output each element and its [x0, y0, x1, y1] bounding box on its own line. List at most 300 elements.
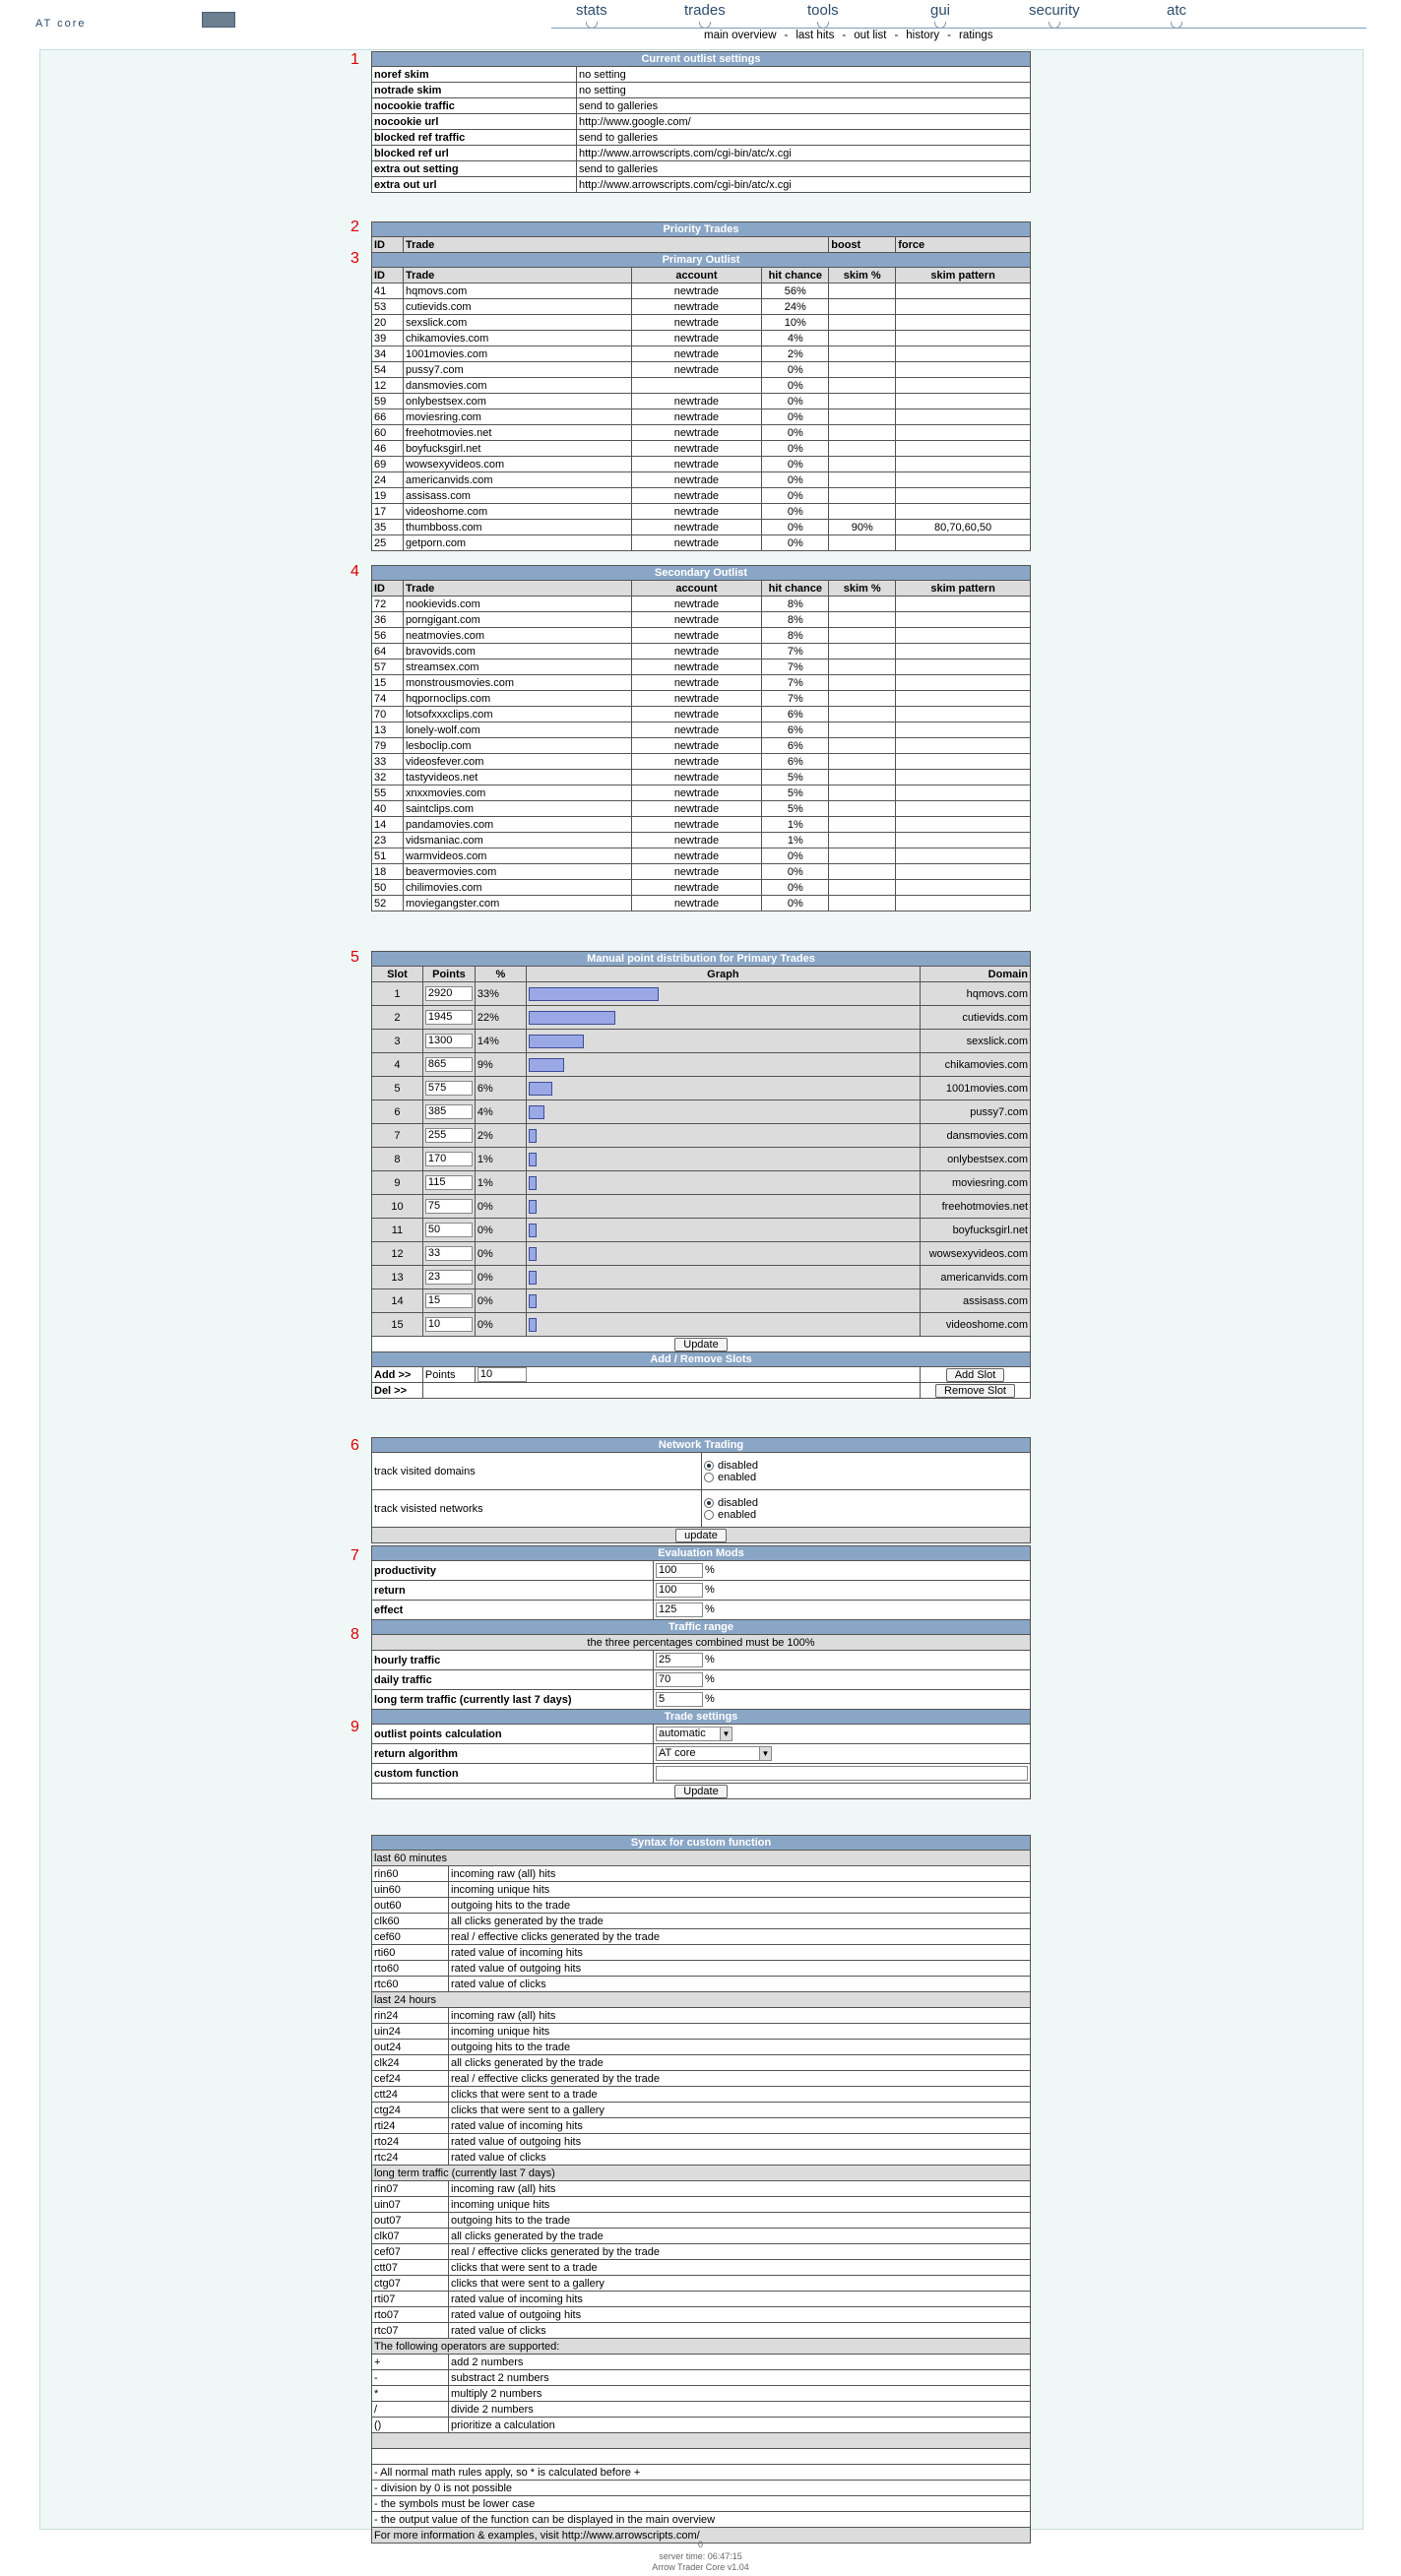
trade-settings-update-cell — [372, 1784, 1031, 1799]
radio-label: enabled — [718, 1471, 757, 1483]
trade-skim-pattern — [896, 660, 1031, 675]
traffic-row-1-label: daily traffic — [372, 1670, 654, 1690]
syntax-group-head: last 60 minutes — [372, 1851, 1031, 1866]
percent-value: 22% — [475, 1006, 526, 1030]
trade-name[interactable]: videosfever.com — [403, 754, 631, 770]
syntax-desc: clicks that were sent to a trade — [449, 2260, 1031, 2276]
traffic-row-0-label: hourly traffic — [372, 1651, 654, 1670]
trade-name[interactable]: sexslick.com — [403, 315, 631, 331]
trade-name[interactable]: americanvids.com — [403, 472, 631, 488]
trade-name[interactable]: hqmovs.com — [403, 283, 631, 299]
syntax-symbol: rtc24 — [372, 2150, 449, 2166]
points-input[interactable]: 15 — [425, 1293, 473, 1308]
subnav-out-list[interactable]: out list — [854, 30, 887, 41]
trade-skim — [829, 738, 896, 754]
manual-row — [372, 1266, 1031, 1289]
return-algorithm-select[interactable] — [656, 1746, 772, 1761]
syntax-symbol: rti24 — [372, 2118, 449, 2134]
radio-disabled[interactable] — [704, 1498, 714, 1508]
network-update-cell — [372, 1528, 1031, 1543]
trade-name[interactable]: cutievids.com — [403, 299, 631, 315]
manual-update-row — [372, 1337, 1031, 1352]
table-row — [372, 675, 1031, 691]
syntax-symbol: + — [372, 2355, 449, 2370]
section-number: 4 — [350, 563, 359, 580]
trade-name[interactable]: vidsmaniac.com — [403, 833, 631, 848]
table-row — [372, 488, 1031, 504]
network-row — [372, 1490, 1031, 1528]
trade-account: newtrade — [631, 754, 762, 770]
trade-name[interactable]: xnxxmovies.com — [403, 785, 631, 801]
trade-name[interactable]: chikamovies.com — [403, 331, 631, 346]
trade-setting-row — [372, 1744, 1031, 1764]
syntax-desc: multiply 2 numbers — [449, 2386, 1031, 2402]
primary-header-row — [372, 268, 1031, 283]
trade-name[interactable]: chilimovies.com — [403, 880, 631, 896]
syntax-symbol: cef60 — [372, 1929, 449, 1945]
section-number: 1 — [350, 51, 359, 68]
add-points-cell — [475, 1367, 920, 1383]
primary-col-header: skim pattern — [896, 268, 1031, 283]
syntax-note-row — [372, 2496, 1031, 2512]
manual-row — [372, 1077, 1031, 1100]
outlist-value: send to galleries — [577, 161, 1031, 177]
trade-hit-chance: 0% — [762, 535, 829, 551]
syntax-row — [372, 2024, 1031, 2040]
trade-hit-chance: 7% — [762, 675, 829, 691]
trade-skim — [829, 707, 896, 723]
evaluation-productivity-label: productivity — [372, 1561, 654, 1581]
syntax-symbol: rin07 — [372, 2181, 449, 2197]
trade-skim — [829, 425, 896, 441]
trade-hit-chance: 0% — [762, 378, 829, 394]
points-cell — [422, 1219, 475, 1242]
trade-id: 55 — [372, 785, 404, 801]
syntax-row — [372, 1961, 1031, 1977]
trade-name[interactable]: pussy7.com — [403, 362, 631, 378]
percent-value: 0% — [475, 1266, 526, 1289]
radio-disabled[interactable] — [704, 1461, 714, 1471]
trade-name[interactable]: porngigant.com — [403, 612, 631, 628]
nav-tab-security[interactable]: security — [1029, 2, 1080, 19]
trade-name[interactable]: neatmovies.com — [403, 628, 631, 644]
slot-number: 9 — [372, 1171, 423, 1195]
syntax-spacer — [372, 2433, 1031, 2449]
points-input[interactable]: 2920 — [425, 986, 473, 1001]
trade-id: 13 — [372, 723, 404, 738]
nav-tab-tools[interactable]: tools — [807, 2, 839, 19]
network-update-button[interactable]: update — [675, 1529, 727, 1542]
trade-name[interactable]: getporn.com — [403, 535, 631, 551]
table-row — [372, 331, 1031, 346]
traffic-note-row — [372, 1635, 1031, 1651]
primary-title: Primary Outlist — [372, 253, 1031, 268]
trade-name[interactable]: hqpornoclips.com — [403, 691, 631, 707]
outlist-label: extra out url — [372, 177, 577, 193]
percent-value: 0% — [475, 1289, 526, 1313]
graph-bar — [529, 1271, 537, 1285]
trade-account: newtrade — [631, 409, 762, 425]
primary-col-header: hit chance — [762, 268, 829, 283]
nav-tab-atc[interactable]: atc — [1167, 2, 1186, 19]
points-cell — [422, 1053, 475, 1077]
secondary-col-header: hit chance — [762, 581, 829, 597]
evaluation-return-input[interactable]: 100 — [656, 1583, 703, 1598]
add-slot-cell — [921, 1367, 1031, 1383]
syntax-symbol: * — [372, 2386, 449, 2402]
network-table — [371, 1437, 1031, 1543]
evaluation-effect — [372, 1601, 1031, 1620]
syntax-desc: all clicks generated by the trade — [449, 2055, 1031, 2071]
trade-account: newtrade — [631, 785, 762, 801]
points-input[interactable]: 10 — [425, 1317, 473, 1332]
subnav-ratings[interactable]: ratings — [959, 30, 993, 41]
slot-number: 8 — [372, 1148, 423, 1171]
evaluation-effect-input[interactable]: 125 — [656, 1602, 703, 1617]
trade-hit-chance: 0% — [762, 520, 829, 535]
traffic-row-2-input[interactable]: 5 — [656, 1692, 703, 1707]
subnav-last-hits[interactable]: last hits — [796, 30, 835, 41]
trade-name[interactable]: beavermovies.com — [403, 864, 631, 880]
radio-option[interactable] — [704, 1460, 1028, 1472]
points-cell — [422, 982, 475, 1006]
remove-slot-button[interactable]: Remove Slot — [935, 1384, 1015, 1398]
trade-skim — [829, 785, 896, 801]
trade-hit-chance: 0% — [762, 409, 829, 425]
trade-id: 57 — [372, 660, 404, 675]
graph-cell — [526, 1124, 920, 1148]
syntax-row — [372, 2276, 1031, 2292]
outlist-settings-table — [371, 51, 1031, 193]
trade-id: 15 — [372, 675, 404, 691]
syntax-row — [372, 1914, 1031, 1929]
trade-account: newtrade — [631, 817, 762, 833]
trade-name[interactable]: dansmovies.com — [403, 378, 631, 394]
syntax-group-head: The following operators are supported: — [372, 2339, 1031, 2355]
trade-skim — [829, 409, 896, 425]
trade-account: newtrade — [631, 394, 762, 409]
graph-bar — [529, 1176, 537, 1190]
trade-name[interactable]: videoshome.com — [403, 504, 631, 520]
syntax-desc: rated value of clicks — [449, 1977, 1031, 1992]
trade-name[interactable]: boyfucksgirl.net — [403, 441, 631, 457]
points-input[interactable]: 75 — [425, 1199, 473, 1214]
points-cell — [422, 1124, 475, 1148]
points-input[interactable]: 170 — [425, 1152, 473, 1166]
trade-skim-pattern — [896, 817, 1031, 833]
outlist-points-select[interactable] — [656, 1727, 732, 1741]
radio-option[interactable] — [704, 1497, 1028, 1509]
radio-option[interactable] — [704, 1472, 1028, 1483]
syntax-desc: incoming raw (all) hits — [449, 2181, 1031, 2197]
slot-domain: sexslick.com — [921, 1030, 1031, 1053]
slot-domain: dansmovies.com — [921, 1124, 1031, 1148]
trade-hit-chance: 7% — [762, 644, 829, 660]
trade-account: newtrade — [631, 660, 762, 675]
trade-account: newtrade — [631, 864, 762, 880]
add-points-input[interactable]: 10 — [478, 1367, 527, 1382]
trade-id: 14 — [372, 817, 404, 833]
syntax-desc: real / effective clicks generated by the trade — [449, 2244, 1031, 2260]
trade-name[interactable]: onlybestsex.com — [403, 394, 631, 409]
points-input[interactable]: 385 — [425, 1104, 473, 1119]
trade-name[interactable]: monstrousmovies.com — [403, 675, 631, 691]
manual-row — [372, 1053, 1031, 1077]
graph-cell — [526, 1242, 920, 1266]
slot-domain: chikamovies.com — [921, 1053, 1031, 1077]
trade-account: newtrade — [631, 425, 762, 441]
trade-id: 34 — [372, 346, 404, 362]
trade-skim — [829, 675, 896, 691]
trade-name[interactable]: warmvideos.com — [403, 848, 631, 864]
slot-domain: wowsexyvideos.com — [921, 1242, 1031, 1266]
trade-hit-chance: 5% — [762, 801, 829, 817]
trade-name[interactable]: bravovids.com — [403, 644, 631, 660]
trade-account: newtrade — [631, 770, 762, 785]
trade-skim — [829, 896, 896, 911]
syntax-desc: incoming unique hits — [449, 1882, 1031, 1898]
syntax-symbol: rin24 — [372, 2008, 449, 2024]
trade-hit-chance: 0% — [762, 848, 829, 864]
manual-row — [372, 1313, 1031, 1337]
syntax-row — [372, 2150, 1031, 2166]
trade-skim — [829, 346, 896, 362]
points-input[interactable]: 33 — [425, 1246, 473, 1261]
trade-id: 79 — [372, 738, 404, 754]
trade-skim-pattern — [896, 723, 1031, 738]
trade-id: 17 — [372, 504, 404, 520]
secondary-col-header: account — [631, 581, 762, 597]
percent-value: 6% — [475, 1077, 526, 1100]
table-row — [372, 707, 1031, 723]
syntax-desc: rated value of outgoing hits — [449, 2134, 1031, 2150]
section-number: 5 — [350, 949, 359, 966]
syntax-row — [372, 2118, 1031, 2134]
nav-tab-trades[interactable]: trades — [684, 2, 726, 19]
syntax-row — [372, 2229, 1031, 2244]
table-row — [372, 346, 1031, 362]
primary-col-header: ID — [372, 268, 404, 283]
trade-account: newtrade — [631, 880, 762, 896]
select-value: AT core — [659, 1747, 696, 1759]
trade-account: newtrade — [631, 346, 762, 362]
trade-skim — [829, 864, 896, 880]
trade-name[interactable]: saintclips.com — [403, 801, 631, 817]
trade-hit-chance: 0% — [762, 896, 829, 911]
outlist-row — [372, 146, 1031, 161]
points-input[interactable]: 255 — [425, 1128, 473, 1143]
percent-unit: % — [705, 1584, 715, 1597]
trade-name[interactable]: lonely-wolf.com — [403, 723, 631, 738]
outlist-row — [372, 67, 1031, 83]
subnav-main-overview[interactable]: main overview — [704, 30, 777, 41]
trade-name[interactable]: tastyvideos.net — [403, 770, 631, 785]
points-input[interactable]: 1300 — [425, 1034, 473, 1048]
points-input[interactable]: 115 — [425, 1175, 473, 1190]
graph-bar — [529, 1011, 615, 1025]
trade-name[interactable]: streamsex.com — [403, 660, 631, 675]
trade-hit-chance: 0% — [762, 864, 829, 880]
trade-name[interactable]: thumbboss.com — [403, 520, 631, 535]
trade-name[interactable]: wowsexyvideos.com — [403, 457, 631, 472]
syntax-desc: rated value of outgoing hits — [449, 1961, 1031, 1977]
slot-domain: pussy7.com — [921, 1100, 1031, 1124]
points-input[interactable]: 865 — [425, 1057, 473, 1072]
points-label: Points — [422, 1367, 475, 1383]
syntax-symbol: cef07 — [372, 2244, 449, 2260]
percent-value: 4% — [475, 1100, 526, 1124]
radio-option[interactable] — [704, 1509, 1028, 1521]
syntax-row — [372, 2386, 1031, 2402]
syntax-spacer — [372, 2449, 1031, 2465]
syntax-symbol: rto24 — [372, 2134, 449, 2150]
trade-skim-pattern — [896, 675, 1031, 691]
manual-header-row — [372, 967, 1031, 982]
syntax-desc: incoming raw (all) hits — [449, 2008, 1031, 2024]
trade-name[interactable]: lesboclip.com — [403, 738, 631, 754]
points-input[interactable]: 1945 — [425, 1010, 473, 1025]
trade-hit-chance: 0% — [762, 441, 829, 457]
points-input[interactable]: 575 — [425, 1081, 473, 1096]
trade-hit-chance: 0% — [762, 504, 829, 520]
nav-tab-gui[interactable]: gui — [930, 2, 950, 19]
trade-skim — [829, 331, 896, 346]
percent-value: 2% — [475, 1124, 526, 1148]
trade-hit-chance: 8% — [762, 628, 829, 644]
manual-col-header: Domain — [921, 967, 1031, 982]
trade-skim-pattern — [896, 362, 1031, 378]
graph-bar — [529, 1247, 537, 1261]
secondary-title: Secondary Outlist — [372, 566, 1031, 581]
section-number: 6 — [350, 1437, 359, 1454]
syntax-symbol: ctg24 — [372, 2103, 449, 2118]
trade-settings-update-button[interactable]: Update — [674, 1785, 727, 1798]
syntax-desc: all clicks generated by the trade — [449, 2229, 1031, 2244]
trade-skim — [829, 362, 896, 378]
trade-settings-title: Trade settings — [372, 1710, 1031, 1725]
trade-hit-chance: 5% — [762, 785, 829, 801]
table-row — [372, 785, 1031, 801]
trade-skim — [829, 299, 896, 315]
trade-skim — [829, 283, 896, 299]
add-slot-button[interactable]: Add Slot — [946, 1368, 1005, 1382]
manual-col-header: Slot — [372, 967, 423, 982]
syntax-desc: incoming unique hits — [449, 2197, 1031, 2213]
syntax-symbol: clk60 — [372, 1914, 449, 1929]
trade-account: newtrade — [631, 315, 762, 331]
graph-cell — [526, 1219, 920, 1242]
trade-name[interactable]: lotsofxxxclips.com — [403, 707, 631, 723]
trade-account: newtrade — [631, 504, 762, 520]
trade-skim-pattern — [896, 283, 1031, 299]
trade-hit-chance: 0% — [762, 394, 829, 409]
trade-skim-pattern — [896, 848, 1031, 864]
traffic-row-2-label: long term traffic (currently last 7 days) — [372, 1690, 654, 1710]
trade-skim-pattern — [896, 457, 1031, 472]
syntax-desc: rated value of clicks — [449, 2323, 1031, 2339]
trade-setting-label: outlist points calculation — [372, 1725, 654, 1744]
syntax-row — [372, 2055, 1031, 2071]
syntax-row — [372, 2355, 1031, 2370]
table-row — [372, 880, 1031, 896]
syntax-group-row — [372, 2339, 1031, 2355]
trade-setting-label: return algorithm — [372, 1744, 654, 1764]
percent-value: 1% — [475, 1148, 526, 1171]
trade-name[interactable]: moviegangster.com — [403, 896, 631, 911]
radio-enabled[interactable] — [704, 1510, 714, 1520]
evaluation-return-label: return — [372, 1581, 654, 1601]
trade-hit-chance: 24% — [762, 299, 829, 315]
points-input[interactable]: 23 — [425, 1270, 473, 1285]
points-cell — [422, 1171, 475, 1195]
trade-name[interactable]: assisass.com — [403, 488, 631, 504]
table-row — [372, 441, 1031, 457]
outlist-value: send to galleries — [577, 130, 1031, 146]
traffic-row-0-input[interactable]: 25 — [656, 1653, 703, 1667]
trade-skim — [829, 441, 896, 457]
slot-number: 10 — [372, 1195, 423, 1219]
footer-zero: 0 — [697, 2540, 703, 2549]
syntax-row — [372, 2134, 1031, 2150]
trade-id: 46 — [372, 441, 404, 457]
trade-name[interactable]: nookievids.com — [403, 597, 631, 612]
table-row — [372, 864, 1031, 880]
trade-skim-pattern — [896, 441, 1031, 457]
priority-col-force: force — [896, 237, 1031, 253]
evaluation-productivity-input[interactable]: 100 — [656, 1563, 703, 1578]
syntax-group-row — [372, 1992, 1031, 2008]
trade-name[interactable]: pandamovies.com — [403, 817, 631, 833]
nav-tab-stats[interactable]: stats — [576, 2, 607, 19]
network-row — [372, 1453, 1031, 1490]
traffic-row-1-input[interactable]: 70 — [656, 1672, 703, 1687]
trade-skim — [829, 488, 896, 504]
table-row — [372, 801, 1031, 817]
section-number: 7 — [350, 1547, 359, 1564]
syntax-group-head: long term traffic (currently last 7 days) — [372, 2166, 1031, 2181]
trade-name[interactable]: moviesring.com — [403, 409, 631, 425]
radio-enabled[interactable] — [704, 1473, 714, 1482]
points-input[interactable]: 50 — [425, 1223, 473, 1237]
traffic-row-1 — [372, 1670, 1031, 1690]
table-row — [372, 535, 1031, 551]
trade-name[interactable]: 1001movies.com — [403, 346, 631, 362]
outlist-title: Current outlist settings — [372, 52, 1031, 67]
trade-account: newtrade — [631, 738, 762, 754]
trade-hit-chance: 56% — [762, 283, 829, 299]
graph-cell — [526, 1006, 920, 1030]
slot-number: 5 — [372, 1077, 423, 1100]
subnav-history[interactable]: history — [906, 30, 940, 41]
app-logo[interactable]: AT core — [35, 18, 87, 30]
trade-id: 23 — [372, 833, 404, 848]
syntax-more-info: For more information & examples, visit http://www.arrowscripts.com/ — [372, 2528, 1031, 2544]
trade-name[interactable]: freehotmovies.net — [403, 425, 631, 441]
update-button[interactable]: Update — [674, 1338, 727, 1351]
add-label: Add >> — [372, 1367, 423, 1383]
syntax-note-row — [372, 2512, 1031, 2528]
table-row — [372, 457, 1031, 472]
manual-row — [372, 1100, 1031, 1124]
syntax-note: - the symbols must be lower case — [372, 2496, 1031, 2512]
trade-account: newtrade — [631, 833, 762, 848]
nav-divider — [551, 28, 1367, 29]
syntax-desc: real / effective clicks generated by the trade — [449, 2071, 1031, 2087]
trade-hit-chance: 6% — [762, 738, 829, 754]
manual-row — [372, 982, 1031, 1006]
logo-image-icon — [202, 12, 235, 28]
custom-function-input[interactable] — [656, 1766, 1028, 1781]
